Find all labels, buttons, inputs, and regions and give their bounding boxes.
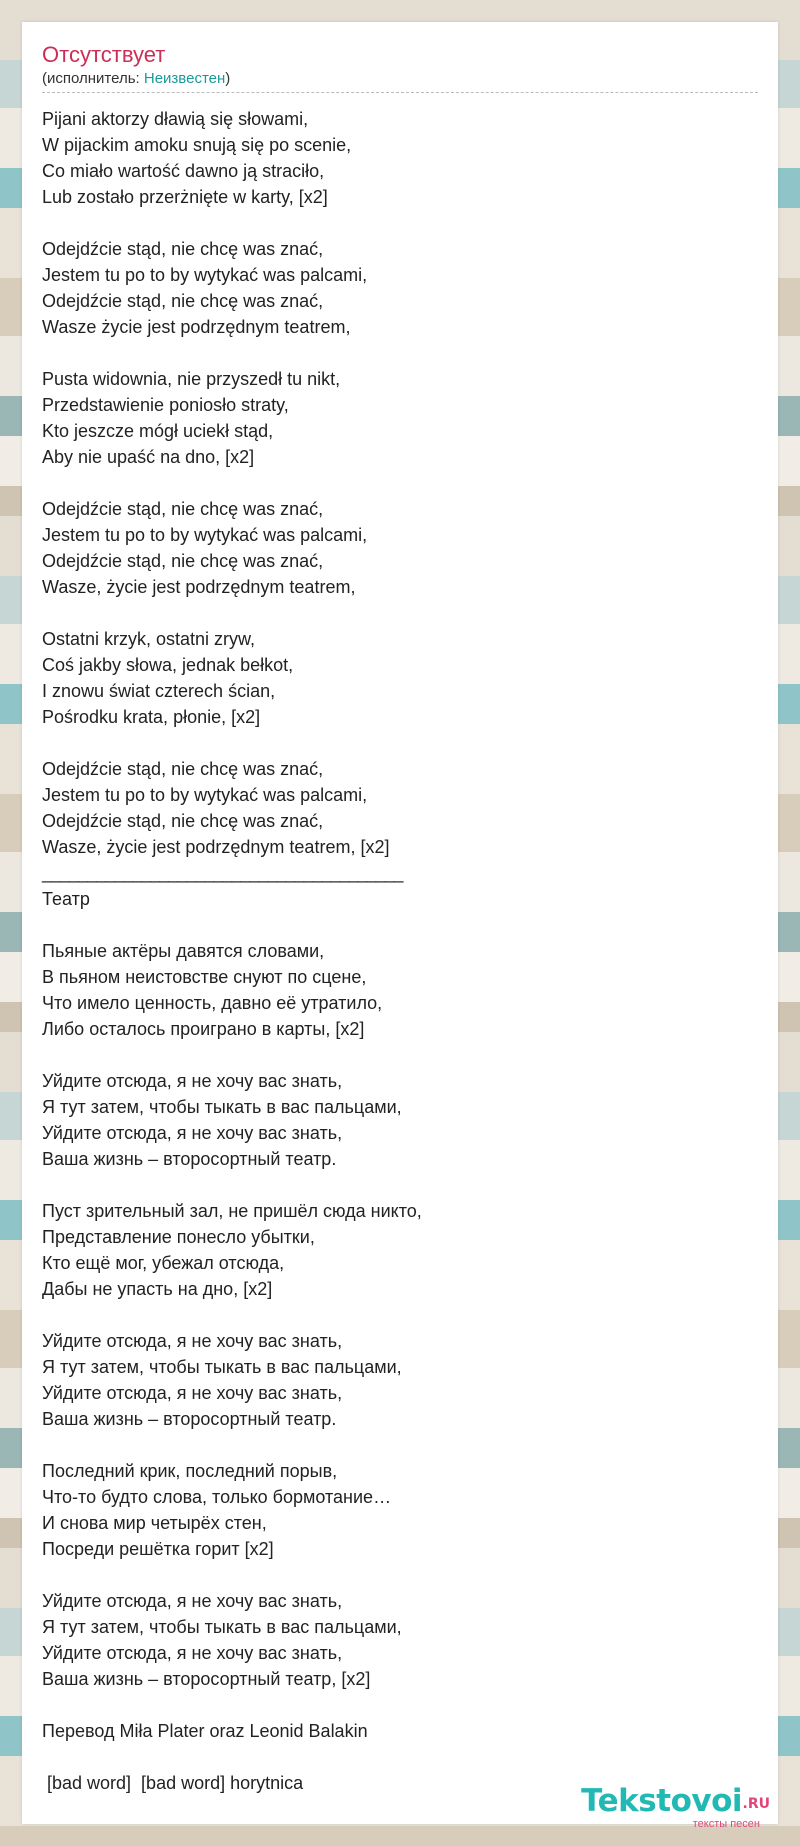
lyric-line: Aby nie upaść na dno, [x2] <box>42 447 255 467</box>
lyrics-text <box>42 106 758 1796</box>
lyric-line: Дабы не упасть на дно, [x2] <box>42 1279 273 1299</box>
blank-line <box>42 1042 758 1068</box>
site-logo[interactable] <box>570 1782 770 1832</box>
lyric-line: Pijani aktorzy dławią się słowami, <box>42 109 309 129</box>
blank-line <box>42 600 758 626</box>
lyric-line: Пьяные актёры давятся словами, <box>42 941 325 961</box>
lyric-line: Ваша жизнь – второсортный театр, [x2] <box>42 1669 371 1689</box>
song-title: Отсутствует <box>42 42 166 67</box>
lyric-line: Я тут затем, чтобы тыкать в вас пальцами, <box>42 1617 402 1637</box>
blank-line <box>42 1562 758 1588</box>
blank-line <box>42 1172 758 1198</box>
lyric-line: Przedstawienie poniosło straty, <box>42 395 289 415</box>
lyric-line: Ostatni krzyk, ostatni zryw, <box>42 629 256 649</box>
lyric-line: Odejdźcie stąd, nie chcę was znać, <box>42 291 324 311</box>
artist-line <box>42 70 758 88</box>
lyric-line: Kto jeszcze mógł uciekł stąd, <box>42 421 274 441</box>
blank-line <box>42 912 758 938</box>
lyric-line: ________________________________________ <box>42 863 403 883</box>
lyric-line: Pusta widownia, nie przyszedł tu nikt, <box>42 369 341 389</box>
lyric-line: Wasze życie jest podrzędnym teatrem, <box>42 317 351 337</box>
lyric-line: Jestem tu po to by wytykać was palcami, <box>42 525 368 545</box>
lyric-line: Odejdźcie stąd, nie chcę was znać, <box>42 759 324 779</box>
blank-line <box>42 340 758 366</box>
lyric-line: И снова мир четырёх стен, <box>42 1513 267 1533</box>
blank-line <box>42 1692 758 1718</box>
lyric-line: Jestem tu po to by wytykać was palcami, <box>42 265 368 285</box>
blank-line <box>42 1432 758 1458</box>
lyric-line: W pijackim amoku snują się po scenie, <box>42 135 352 155</box>
blank-line <box>42 470 758 496</box>
lyric-line: Co miało wartość dawno ją straciło, <box>42 161 325 181</box>
artist-suffix: ) <box>225 70 231 87</box>
lyric-line: Wasze, życie jest podrzędnym teatrem, <box>42 577 356 597</box>
lyric-line: Odejdźcie stąd, nie chcę was znać, <box>42 551 324 571</box>
blank-line <box>42 1744 758 1770</box>
blank-line <box>42 730 758 756</box>
lyric-line: Odejdźcie stąd, nie chcę was znać, <box>42 239 324 259</box>
lyric-line: Что-то будто слова, только бормотание… <box>42 1487 392 1507</box>
lyric-line: Уйдите отсюда, я не хочу вас знать, <box>42 1331 343 1351</box>
lyric-line: Либо осталось проиграно в карты, [x2] <box>42 1019 365 1039</box>
lyric-line: Кто ещё мог, убежал отсюда, <box>42 1253 285 1273</box>
lyric-line: Я тут затем, чтобы тыкать в вас пальцами, <box>42 1097 402 1117</box>
logo-wordmark: Tekstovoi <box>581 1783 742 1819</box>
lyric-line: Перевод Miła Plater oraz Leonid Balakin <box>42 1721 368 1741</box>
lyric-line: Последний крик, последний порыв, <box>42 1461 338 1481</box>
lyric-line: Пуст зрительный зал, не пришёл сюда никто, <box>42 1201 422 1221</box>
lyric-line: Я тут затем, чтобы тыкать в вас пальцами, <box>42 1357 402 1377</box>
song-header <box>42 42 758 93</box>
lyric-line: Уйдите отсюда, я не хочу вас знать, <box>42 1071 343 1091</box>
lyric-line: I znowu świat czterech ścian, <box>42 681 276 701</box>
lyric-line: Pośrodku krata, płonie, [x2] <box>42 707 261 727</box>
lyric-line: Jestem tu po to by wytykać was palcami, <box>42 785 368 805</box>
lyric-line: Уйдите отсюда, я не хочу вас знать, <box>42 1643 343 1663</box>
lyrics-card <box>22 22 778 1830</box>
lyric-line: Wasze, życie jest podrzędnym teatrem, [x2] <box>42 837 390 857</box>
lyric-line: Уйдите отсюда, я не хочу вас знать, <box>42 1383 343 1403</box>
lyric-line: В пьяном неистовстве снуют по сцене, <box>42 967 367 987</box>
lyric-line: Посреди решётка горит [x2] <box>42 1539 274 1559</box>
logo-tld: .RU <box>742 1796 770 1812</box>
lyric-line: [bad word] [bad word] horytnica <box>42 1773 304 1793</box>
lyric-line: Lub zostało przerżnięte w karty, [x2] <box>42 187 328 207</box>
lyric-line: Театр <box>42 889 90 909</box>
lyric-line: Odejdźcie stąd, nie chcę was znać, <box>42 499 324 519</box>
logo-subtitle: тексты песен <box>692 1818 760 1830</box>
lyric-line: Coś jakby słowa, jednak bełkot, <box>42 655 294 675</box>
lyric-line: Уйдите отсюда, я не хочу вас знать, <box>42 1591 343 1611</box>
lyric-line: Что имело ценность, давно её утратило, <box>42 993 383 1013</box>
lyric-line: Представление понесло убытки, <box>42 1227 315 1247</box>
artist-link[interactable]: Неизвестен <box>143 70 226 87</box>
lyric-line: Ваша жизнь – второсортный театр. <box>42 1149 337 1169</box>
artist-prefix: (исполнитель: <box>42 70 144 87</box>
lyric-line: Уйдите отсюда, я не хочу вас знать, <box>42 1123 343 1143</box>
blank-line <box>42 210 758 236</box>
blank-line <box>42 1302 758 1328</box>
lyric-line: Ваша жизнь – второсортный театр. <box>42 1409 337 1429</box>
lyric-line: Odejdźcie stąd, nie chcę was znać, <box>42 811 324 831</box>
